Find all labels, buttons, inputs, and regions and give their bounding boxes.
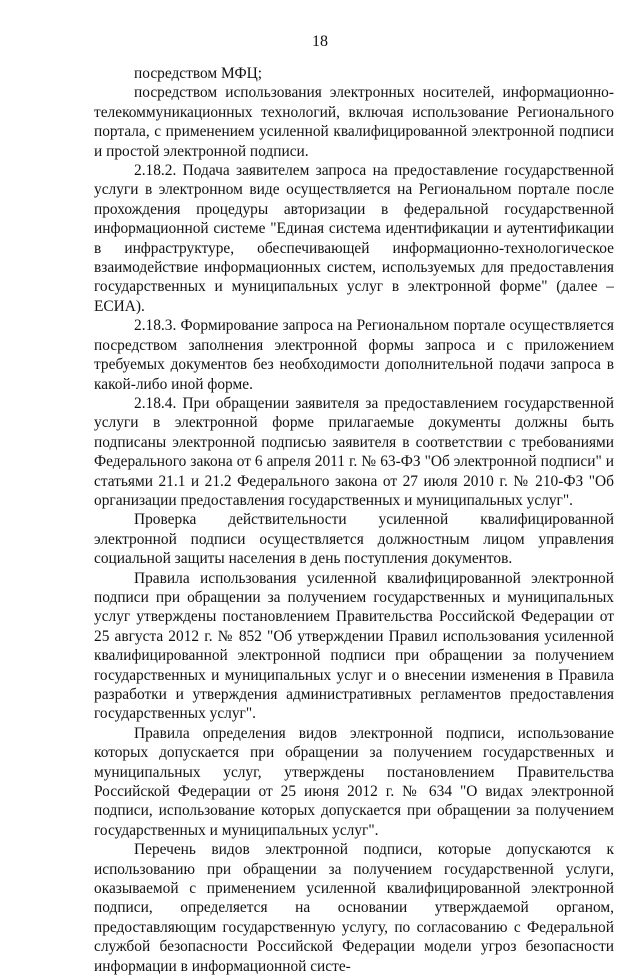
paragraph-rules-qualified-signature: Правила использования усиленной квалифицированной электронной подписи при обращении за получением государственных и муниципальных услуг утверждены постановлением Правительства Российской Федерации от 25 августа 2012 г. № 852 "Об утверждении Правил использования усиленной квалифицированной электронной подписи при обращении за получением государственных и муниципальных услуг и о внесении изменения в Правила разработки и утверждения административных регламентов предоставления государственных услуг".: [94, 569, 614, 723]
paragraph-2-18-3: 2.18.3. Формирование запроса на Региональном портале осуществляется посредством заполнения электронной формы запроса и с приложением требуемых документов без необходимости дополнительной подачи запроса в какой-либо иной форме.: [94, 317, 614, 393]
paragraph-electronic-media: посредством использования электронных носителей, информационно-телекоммуникационных технологий, включая использование Регионального портала, с применением усиленной квалифицированной электронной подписи и простой электронной подписи.: [94, 84, 614, 160]
body-text: [94, 64, 614, 976]
paragraph-2-18-4: 2.18.4. При обращении заявителя за предоставлением государственной услуги в электронной форме прилагаемые документы должны быть подписаны электронной подписью заявителя в соответствии с требованиями Федерального закона от 6 апреля 2011 г. № 63-ФЗ "Об электронной подписи" и статьями 21.1 и 21.2 Федерального закона от 27 июля 2010 г. № 210-ФЗ "Об организации предоставления государственных и муниципальных услуг".: [94, 394, 614, 509]
paragraph-2-18-2: 2.18.2. Подача заявителем запроса на предоставление государственной услуги в электронном виде осуществляется на Региональном портале после прохождения процедуры авторизации в федеральной государственной информационной системе "Единая система идентификации и аутентификации в инфраструктуре, обеспечивающей информационно-технологическое взаимодействие информационных систем, используемых для предоставления государственных и муниципальных услуг в электронной форме" (далее – ЕСИА).: [94, 162, 614, 315]
paragraph-signature-list: Перечень видов электронной подписи, которые допускаются к использованию при обращении за получением государственной услуги, оказываемой с применением усиленной квалифицированной электронной подписи, определяется на основании утверждаемой органом, предоставляющим государственную услугу, по согласованию с Федеральной службой безопасности Российской Федерации модели угроз безопасности информации в информационной систе-: [94, 841, 614, 975]
paragraph-mfc: посредством МФЦ;: [134, 65, 263, 82]
paragraph-rules-signature-types: Правила определения видов электронной подписи, использование которых допускается при обращении за получением государственных и муниципальных услуг, утверждены постановлением Правительства Российской Федерации от 25 июня 2012 г. № 634 "О видах электронной подписи, использование которых допускается при обращении за получением государственных и муниципальных услуг".: [94, 724, 614, 839]
paragraph-signature-verification: Проверка действительности усиленной квалифицированной электронной подписи осуществляется должностным лицом управления социальной защиты населения в день поступления документов.: [94, 511, 614, 568]
page-number: 18: [312, 33, 328, 50]
